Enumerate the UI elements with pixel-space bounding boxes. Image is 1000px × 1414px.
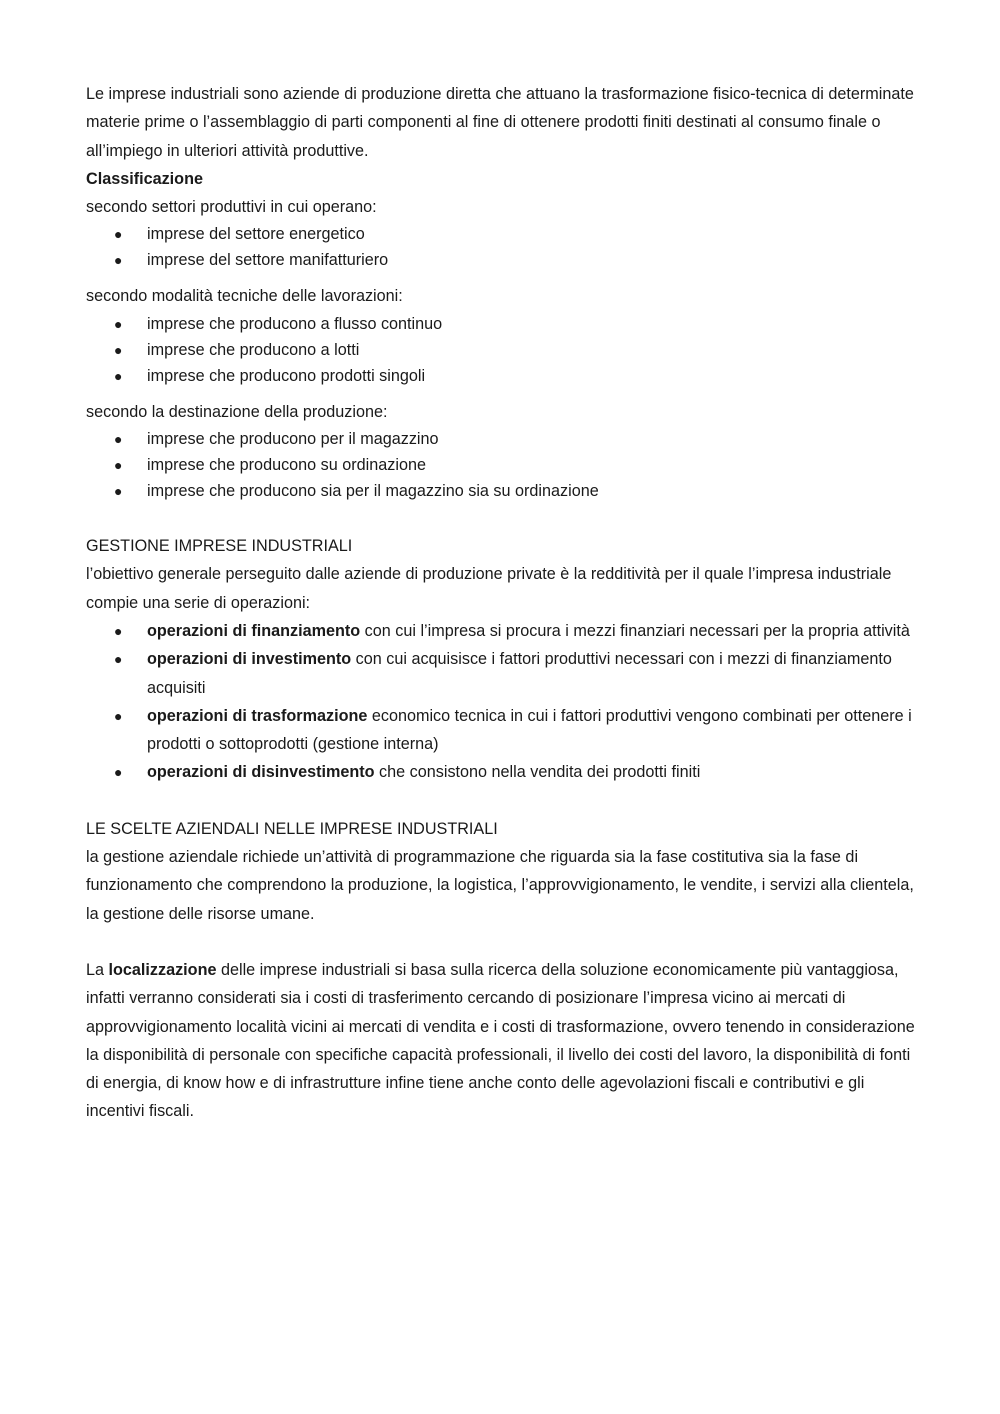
bullet-icon: ●	[114, 707, 123, 724]
list-item: ● imprese del settore energetico	[86, 221, 916, 247]
bullet-icon: ●	[114, 457, 123, 474]
bullet-icon: ●	[114, 431, 123, 448]
list-item: ● operazioni di investimento con cui acquisisce i fattori produttivi necessari con i mezzi di finanziamento acquisiti	[86, 645, 916, 702]
list-item: ● imprese che producono a lotti	[86, 337, 916, 363]
scelte-heading: LE SCELTE AZIENDALI NELLE IMPRESE INDUSTRIALI	[86, 819, 498, 838]
bullet-list	[86, 311, 916, 389]
list-item: ● imprese che producono per il magazzino	[86, 426, 916, 452]
list-item: ● operazioni di disinvestimento che consistono nella vendita dei prodotti finiti	[86, 758, 916, 786]
intro-paragraph: Le imprese industriali sono aziende di produzione diretta che attuano la trasformazione fisico-tecnica di determinate materie prime o l’assemblaggio di parti componenti al fine di ottenere prodotti finiti destinati al consumo finale o all’impiego in ulteriori attività produttive.	[86, 85, 914, 160]
bullet-icon: ●	[114, 367, 123, 384]
scelte-paragraph: la gestione aziendale richiede un’attività di programmazione che riguarda sia la fase costitutiva sia la fase di funzionamento che comprendono la produzione, la logistica, l’approvvigionamento, le vendite, i servizi alla clientela, la gestione delle risorse umane.	[86, 848, 914, 923]
bullet-list	[86, 426, 916, 504]
bullet-icon: ●	[114, 252, 123, 269]
gestione-heading: GESTIONE IMPRESE INDUSTRIALI	[86, 537, 353, 556]
operations-list	[86, 617, 916, 787]
classification-heading: Classificazione	[86, 169, 203, 188]
bullet-icon: ●	[114, 341, 123, 358]
bullet-icon: ●	[114, 226, 123, 243]
classification-group-label: secondo settori produttivi in cui operano:	[86, 198, 377, 217]
classification-group-label: secondo la destinazione della produzione:	[86, 402, 388, 421]
list-item: ● imprese che producono sia per il magazzino sia su ordinazione	[86, 478, 916, 504]
bullet-icon: ●	[114, 764, 123, 781]
classification-group-label: secondo modalità tecniche delle lavorazioni:	[86, 287, 403, 306]
bullet-list	[86, 221, 916, 273]
list-item: ● operazioni di trasformazione economico tecnica in cui i fattori produttivi vengono combinati per ottenere i prodotti o sottoprodotti (gestione interna)	[86, 702, 916, 759]
bullet-icon: ●	[114, 651, 123, 668]
list-item: ● imprese che producono prodotti singoli	[86, 363, 916, 389]
list-item: ● imprese del settore manifatturiero	[86, 247, 916, 273]
document-page	[86, 80, 916, 1126]
list-item: ● operazioni di finanziamento con cui l’impresa si procura i mezzi finanziari necessari per la propria attività	[86, 617, 916, 645]
list-item: ● imprese che producono a flusso continuo	[86, 311, 916, 337]
bullet-icon: ●	[114, 483, 123, 500]
localizzazione-paragraph: La localizzazione delle imprese industriali si basa sulla ricerca della soluzione economicamente più vantaggiosa, infatti verranno considerati sia i costi di trasferimento cercando di posizionare l’impresa vicino ai mercati di approvvigionamento località vicini ai mercati di vendita e i costi di trasformazione, ovvero tenendo in considerazione la disponibilità di personale con specifiche capacità professionali, il livello dei costi del lavoro, la disponibilità di fonti di energia, di know how e di infrastrutture infine tiene anche conto delle agevolazioni fiscali e contributivi e gli incentivi fiscali.	[86, 960, 915, 1121]
list-item: ● imprese che producono su ordinazione	[86, 452, 916, 478]
bullet-icon: ●	[114, 315, 123, 332]
bullet-icon: ●	[114, 622, 123, 639]
gestione-paragraph: l’obiettivo generale perseguito dalle aziende di produzione private è la redditività per il quale l’impresa industriale compie una serie di operazioni:	[86, 565, 892, 612]
